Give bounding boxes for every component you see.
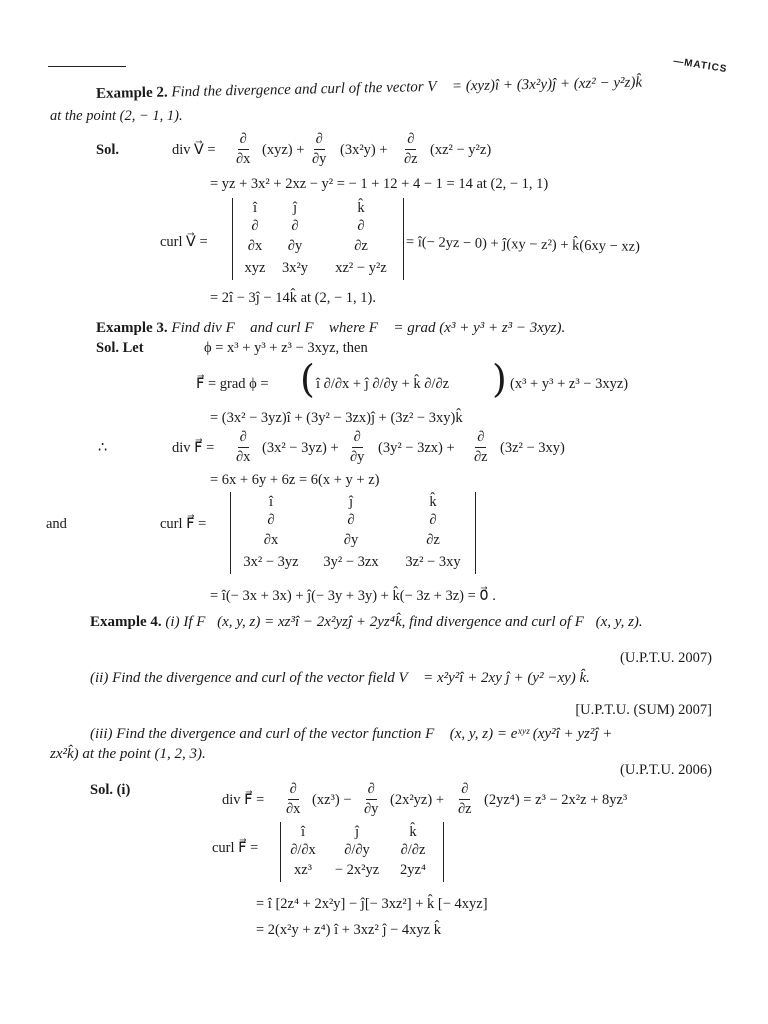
- example-3-sol: Sol. Let: [96, 340, 144, 356]
- ex3-div-term-1: (3x² − 3yz) +: [262, 440, 339, 456]
- ex3-and: and: [46, 516, 67, 532]
- example-2-text: Find the divergence and curl of the vector V⃗ = (xyz)î + (3x²y)ĵ + (xz² − y²z)k̂: [171, 74, 643, 101]
- example-4-title: Example 4.: [90, 614, 162, 630]
- ex4-frac-x: ∂ ∂x: [286, 781, 301, 817]
- ex3-curl-lhs: curl F⃗ =: [160, 516, 207, 532]
- ex2-frac-y: ∂ ∂y: [312, 131, 327, 167]
- ex2-curl-matrix: î ĵ k̂ ∂ ∂ ∂ ∂x ∂y ∂z xyz 3x²y xz² − y²z: [232, 198, 404, 280]
- ex4-div-term-3: (2yz⁴) = z³ − 2x²z + 8yz³: [484, 792, 628, 808]
- ex3-div-term-3: (3z² − 3xy): [500, 440, 565, 456]
- example-4-p3b: zx²k̂) at the point (1, 2, 3).: [50, 746, 206, 762]
- example-4-part-1: [90, 614, 643, 631]
- ex4-div-term-2: (2x²yz) +: [390, 792, 444, 808]
- ex3-div-term-2: (3y² − 3zx) +: [378, 440, 455, 456]
- example-2-statement-2: at the point (2, − 1, 1).: [50, 108, 183, 124]
- ex2-curl-lhs: curl V⃗ =: [160, 234, 208, 250]
- ex3-frac-x: ∂ ∂x: [236, 429, 251, 465]
- ex2-div-term-2: (3x²y) +: [340, 142, 388, 158]
- ex3-div-lhs: div F⃗ =: [172, 440, 215, 456]
- example-4-p1-ref: (U.P.T.U. 2007): [620, 650, 712, 666]
- ex3-curl-matrix: î ĵ k̂ ∂ ∂ ∂ ∂x ∂y ∂z 3x² − 3yz 3y² − 3zx 3z² − 3xy: [230, 492, 476, 574]
- ex3-grad-open-paren: (: [300, 357, 315, 401]
- ex2-curl-result: = 2î − 3ĵ − 14k̂ at (2, − 1, 1).: [210, 290, 377, 306]
- ex3-frac-y: ∂ ∂y: [350, 429, 365, 465]
- ex4-curl-lhs: curl F⃗ =: [212, 840, 259, 856]
- ex4-div-lhs: div F⃗ =: [222, 792, 265, 808]
- example-3-title: Example 3.: [96, 320, 168, 336]
- ex3-grad-operator: î ∂/∂x + ĵ ∂/∂y + k̂ ∂/∂z: [316, 376, 450, 392]
- running-header: —MATICS: [672, 55, 729, 76]
- ex4-curl-r1: = î [2z⁴ + 2x²y] − ĵ[− 3xz²] + k̂ [− 4xyz]: [256, 896, 488, 912]
- ex4-curl-matrix: î ĵ k̂ ∂/∂x ∂/∂y ∂/∂z xz³ − 2x²yz 2yz⁴: [280, 822, 444, 882]
- example-2-sol: Sol.: [96, 142, 119, 158]
- example-4-sol: Sol. (i): [90, 782, 131, 798]
- header-rule: [48, 66, 126, 67]
- ex2-div-term-3: (xz² − y²z): [430, 142, 492, 158]
- ex2-frac-x: ∂ ∂x: [236, 131, 251, 167]
- ex3-curl-result: = î(− 3x + 3x) + ĵ(− 3y + 3y) + k̂(− 3z + 3z) = 0⃗ .: [210, 588, 496, 604]
- example-4-p3a: (iii) Find the divergence and curl of the vector function F⃗ (x, y, z) = eˣʸᶻ (xy²î + yz²ĵ +: [90, 726, 613, 742]
- ex4-div-term-1: (xz³) −: [312, 792, 352, 808]
- example-3-text: Find div F⃗ and curl F⃗ where F⃗ = grad (x³ + y³ + z³ − 3xyz).: [171, 320, 566, 336]
- ex3-phi: ϕ = x³ + y³ + z³ − 3xyz, then: [204, 340, 368, 356]
- ex2-curl-rhs: = î(− 2yz − 0) + ĵ(xy − z²) + k̂(6xy − xz): [405, 234, 641, 255]
- ex4-curl-r2: = 2(x²y + z⁴) î + 3xz² ĵ − 4xyz k̂: [256, 922, 441, 938]
- ex4-frac-y: ∂ ∂y: [364, 781, 379, 817]
- ex4-frac-z: ∂ ∂z: [458, 781, 472, 817]
- example-4-p2: (ii) Find the divergence and curl of the vector field V⃗ = x²y²î + 2xy ĵ + (y² −xy) k̂.: [90, 670, 590, 686]
- example-4-p3-ref: (U.P.T.U. 2006): [620, 762, 712, 778]
- ex2-div-lhs: div V⃗ =: [172, 142, 216, 158]
- ex3-grad-lhs: F⃗ = grad ϕ =: [196, 376, 269, 392]
- example-4-p2-ref: [U.P.T.U. (SUM) 2007]: [575, 702, 712, 718]
- ex2-div-term-1: (xyz) +: [262, 142, 305, 158]
- ex3-div-result: = 6x + 6y + 6z = 6(x + y + z): [210, 472, 380, 488]
- ex3-therefore: ∴: [98, 440, 108, 456]
- example-3-statement: [96, 320, 565, 337]
- example-2-title: Example 2.: [95, 84, 168, 102]
- ex3-F-expand: = (3x² − 3yz)î + (3y² − 3zx)ĵ + (3z² − 3xy)k̂: [210, 410, 463, 426]
- ex3-frac-z: ∂ ∂z: [474, 429, 488, 465]
- ex2-frac-z: ∂ ∂z: [404, 131, 418, 167]
- ex3-grad-close-paren: ): [492, 357, 507, 401]
- ex2-div-result: = yz + 3x² + 2xz − y² = − 1 + 12 + 4 − 1 = 14 at (2, − 1, 1): [210, 176, 549, 192]
- example-4-p1: (i) If F⃗(x, y, z) = xz³î − 2x²yzĵ + 2yz⁴k̂, find divergence and curl of F⃗(x, y, z).: [165, 614, 643, 630]
- ex3-grad-rhs: (x³ + y³ + z³ − 3xyz): [510, 376, 629, 392]
- example-2-statement: [96, 75, 642, 103]
